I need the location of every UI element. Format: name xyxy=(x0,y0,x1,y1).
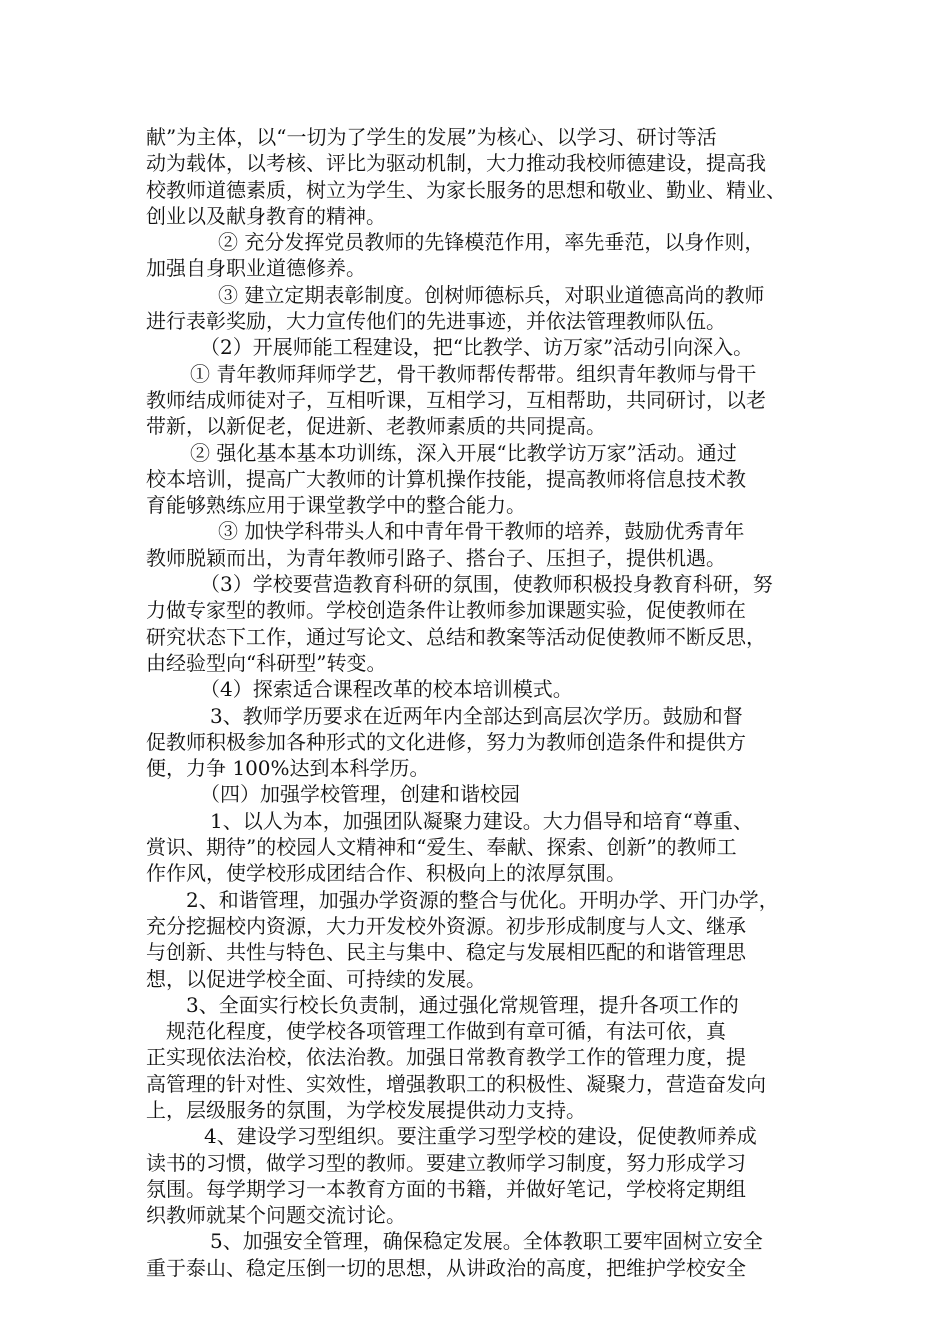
paragraph xyxy=(146,361,810,440)
text-line: 作作风，使学校形成团结合作、积极向上的浓厚氛围。 xyxy=(146,861,626,886)
text-line: 校本培训，提高广大教师的计算机操作技能，提高教师将信息技术教 xyxy=(146,466,746,491)
text-line: 4、建设学习型组织。要注重学习型学校的建设，促使教师养成 xyxy=(204,1124,757,1149)
text-line: 促教师积极参加各种形式的文化进修，努力为教师创造条件和提供方 xyxy=(146,729,746,754)
text-line: 充分挖掘校内资源，大力开发校外资源。初步形成制度与人文、继承 xyxy=(146,913,746,938)
paragraph xyxy=(146,334,810,360)
text-line: ① 青年教师拜师学艺，骨干教师帮传帮带。组织青年教师与骨干 xyxy=(190,361,757,386)
paragraph xyxy=(146,571,810,676)
text-line: 织教师就某个问题交流讨论。 xyxy=(146,1203,406,1228)
text-line: 重于泰山、稳定压倒一切的思想，从讲政治的高度，把维护学校安全 xyxy=(146,1255,746,1280)
paragraph xyxy=(146,1123,810,1228)
text-line: ② 充分发挥党员教师的先锋模范作用，率先垂范，以身作则， xyxy=(218,230,765,255)
text-line: 育能够熟练应用于课堂教学中的整合能力。 xyxy=(146,493,526,518)
text-line: （四）加强学校管理，创建和谐校园 xyxy=(200,782,520,807)
text-line: 上，层级服务的氛围，为学校发展提供动力支持。 xyxy=(146,1097,586,1122)
text-line: 规范化程度，使学校各项管理工作做到有章可循，有法可依，真 xyxy=(166,1019,726,1044)
text-line: 由经验型向“科研型”转变。 xyxy=(146,650,387,675)
text-line: 赏识、期待”的校园人文精神和“爱生、奉献、探索、创新”的教师工 xyxy=(146,835,737,860)
text-line: 动为载体，以考核、评比为驱动机制，大力推动我校师德建设，提高我 xyxy=(146,151,766,176)
paragraph xyxy=(146,781,810,807)
text-line: ② 强化基本基本功训练，深入开展“比教学访万家”活动。通过 xyxy=(190,440,737,465)
paragraph xyxy=(146,808,810,887)
paragraph xyxy=(146,1018,810,1044)
text-line: 献”为主体，以“一切为了学生的发展”为核心、以学习、研讨等活 xyxy=(146,125,717,149)
paragraph xyxy=(146,440,810,519)
text-line: 力做专家型的教师。学校创造条件让教师参加课题实验，促使教师在 xyxy=(146,598,746,623)
paragraph xyxy=(146,518,810,571)
text-line: 读书的习惯，做学习型的教师。要建立教师学习制度，努力形成学习 xyxy=(146,1150,746,1175)
text-line: 5、加强安全管理，确保稳定发展。全体教职工要牢固树立安全 xyxy=(210,1229,763,1254)
text-line: （3）学校要营造教育科研的氛围，使教师积极投身教育科研，努 xyxy=(200,572,773,597)
text-line: （2）开展师能工程建设，把“比教学、访万家”活动引向深入。 xyxy=(200,335,754,360)
text-line: 想，以促进学校全面、可持续的发展。 xyxy=(146,966,486,991)
text-line: 3、教师学历要求在近两年内全部达到高层次学历。鼓励和督 xyxy=(210,703,743,728)
paragraph xyxy=(146,1044,810,1123)
text-line: 教师结成师徒对子，互相听课，互相学习，互相帮助，共同研讨，以老 xyxy=(146,387,766,412)
text-line: （4）探索适合课程改革的校本培训模式。 xyxy=(200,677,573,702)
paragraph xyxy=(146,229,810,282)
text-line: ③ 加快学科带头人和中青年骨干教师的培养，鼓励优秀青年 xyxy=(218,519,745,544)
paragraph xyxy=(146,124,810,229)
paragraph xyxy=(146,676,810,702)
text-line: 带新，以新促老，促进新、老教师素质的共同提高。 xyxy=(146,414,606,439)
paragraph xyxy=(146,282,810,335)
document-body xyxy=(146,124,810,1281)
text-line: 与创新、共性与特色、民主与集中、稳定与发展相匹配的和谐管理思 xyxy=(146,940,746,965)
text-line: ③ 建立定期表彰制度。创树师德标兵，对职业道德高尚的教师 xyxy=(218,282,765,307)
text-line: 正实现依法治校，依法治教。加强日常教育教学工作的管理力度，提 xyxy=(146,1045,746,1070)
text-line: 2、和谐管理，加强办学资源的整合与优化。开明办学、开门办学， xyxy=(186,887,779,912)
text-line: 便，力争 100%达到本科学历。 xyxy=(146,756,430,781)
text-line: 高管理的针对性、实效性，增强教职工的积极性、凝聚力，营造奋发向 xyxy=(146,1071,766,1096)
text-line: 研究状态下工作，通过写论文、总结和教案等活动促使教师不断反思， xyxy=(146,624,766,649)
text-line: 氛围。每学期学习一本教育方面的书籍，并做好笔记，学校将定期组 xyxy=(146,1176,746,1201)
text-line: 校教师道德素质，树立为学生、为家长服务的思想和敬业、勤业、精业、 xyxy=(146,177,786,202)
text-line: 教师脱颖而出，为青年教师引路子、搭台子、压担子，提供机遇。 xyxy=(146,545,726,570)
paragraph xyxy=(146,1228,810,1281)
paragraph xyxy=(146,992,810,1018)
paragraph xyxy=(146,887,810,992)
text-line: 加强自身职业道德修养。 xyxy=(146,256,366,281)
paragraph xyxy=(146,703,810,782)
text-line: 进行表彰奖励，大力宣传他们的先进事迹，并依法管理教师队伍。 xyxy=(146,309,726,334)
text-line: 创业以及献身教育的精神。 xyxy=(146,203,386,228)
text-line: 3、全面实行校长负责制，通过强化常规管理，提升各项工作的 xyxy=(186,992,739,1017)
text-line: 1、以人为本，加强团队凝聚力建设。大力倡导和培育“尊重、 xyxy=(210,808,753,833)
